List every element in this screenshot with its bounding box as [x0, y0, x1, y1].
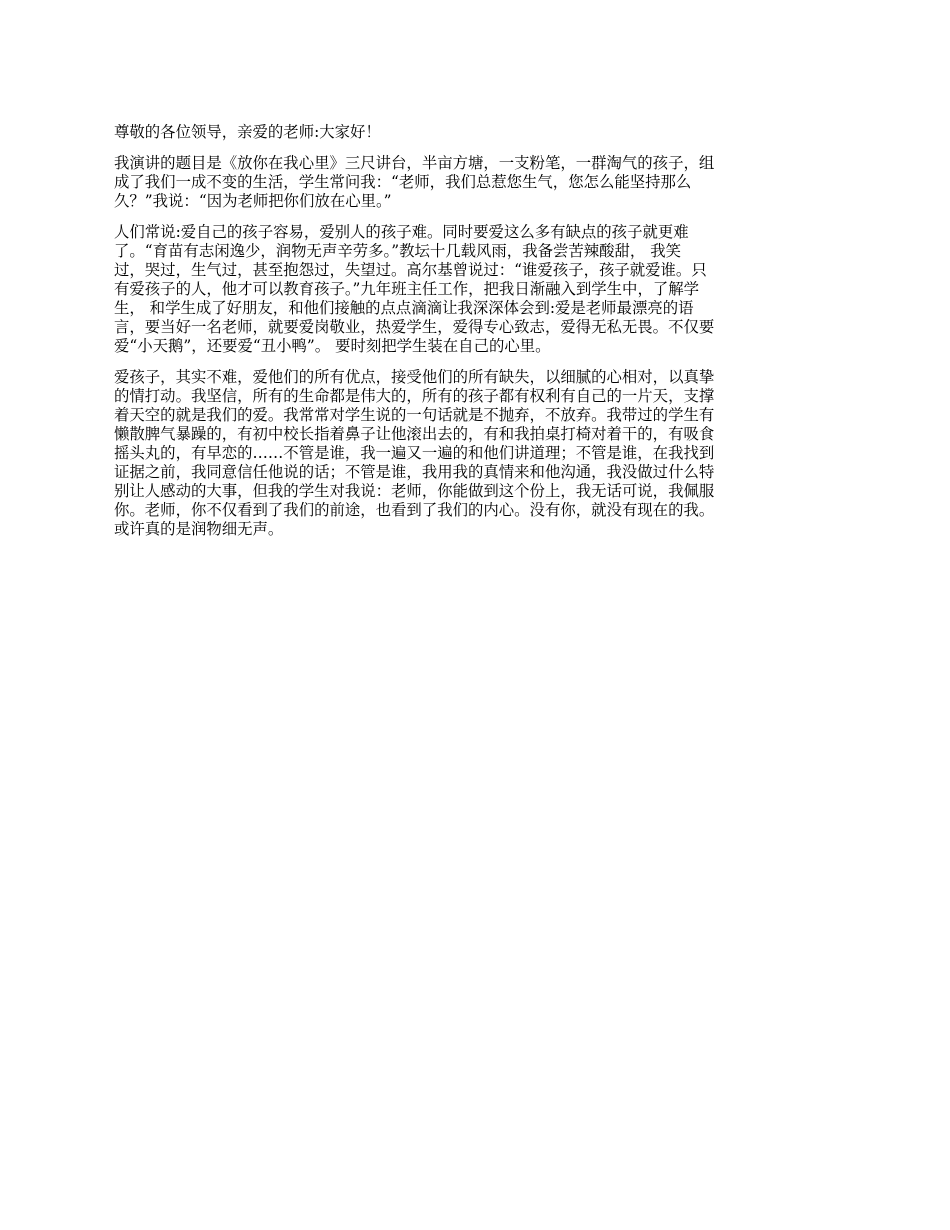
text-line: 我演讲的题目是《放你在我心里》三尺讲台，半亩方塘，一支粉笔，一群淘气的孩子，组 — [114, 154, 715, 172]
text-line: 的情打动。我坚信，所有的生命都是伟大的，所有的孩子都有权利有自己的一片天，支撑 — [114, 387, 715, 405]
text-line: 久？”我说：“因为老师把你们放在心里。” — [114, 192, 392, 210]
text-line: 生， 和学生成了好朋友，和他们接触的点点滴滴让我深深体会到:爱是老师最漂亮的语 — [114, 299, 694, 317]
text-line: 或许真的是润物细无声。 — [114, 520, 284, 538]
text-line: 了。“育苗有志闲逸少，润物无声辛劳多。”教坛十几载风雨，我备尝苦辣酸甜， 我笑 — [114, 242, 681, 260]
text-line: 过，哭过，生气过，甚至抱怨过，失望过。高尔基曾说过：“谁爱孩子，孩子就爱谁。只 — [114, 261, 707, 279]
text-line: 爱“小天鹅”，还要爱“丑小鸭”。 要时刻把学生装在自己的心里。 — [114, 337, 551, 355]
text-line: 爱孩子，其实不难，爱他们的所有优点，接受他们的所有缺失，以细腻的心相对，以真挚 — [114, 368, 715, 386]
text-line: 有爱孩子的人，他才可以教育孩子。”九年班主任工作，把我日渐融入到学生中，了解学 — [114, 280, 700, 298]
love-others-paragraph — [114, 223, 844, 356]
text-line: 言，要当好一名老师，就要爱岗敬业，热爱学生，爱得专心致志，爱得无私无畏。不仅要 — [114, 318, 715, 336]
text-line: 人们常说:爱自己的孩子容易，爱别人的孩子难。同时要爱这么多有缺点的孩子就更难 — [114, 223, 689, 241]
text-line: 摇头丸的，有早恋的……不管是谁，我一遍又一遍的和他们讲道理；不管是谁，在我找到 — [114, 444, 715, 462]
document-body — [114, 123, 844, 551]
speech-topic-paragraph — [114, 154, 844, 211]
text-line: 尊敬的各位领导，亲爱的老师:大家好！ — [114, 123, 381, 141]
text-line: 别让人感动的大事，但我的学生对我说：老师，你能做到这个份上，我无话可说，我佩服 — [114, 482, 715, 500]
text-line: 成了我们一成不变的生活，学生常问我：“老师，我们总惹您生气，您怎么能坚持那么 — [114, 173, 692, 191]
text-line: 你。老师，你不仅看到了我们的前途，也看到了我们的内心。没有你，就没有现在的我。 — [114, 501, 715, 519]
text-line: 懒散脾气暴躁的，有初中校长指着鼻子让他滚出去的，有和我拍桌打椅对着干的，有吸食 — [114, 425, 715, 443]
love-children-paragraph — [114, 368, 844, 539]
text-line: 着天空的就是我们的爱。我常常对学生说的一句话就是不抛弃，不放弃。我带过的学生有 — [114, 406, 715, 424]
text-line: 证据之前，我同意信任他说的话；不管是谁，我用我的真情来和他沟通，我没做过什么特 — [114, 463, 715, 481]
greeting-paragraph — [114, 123, 844, 142]
